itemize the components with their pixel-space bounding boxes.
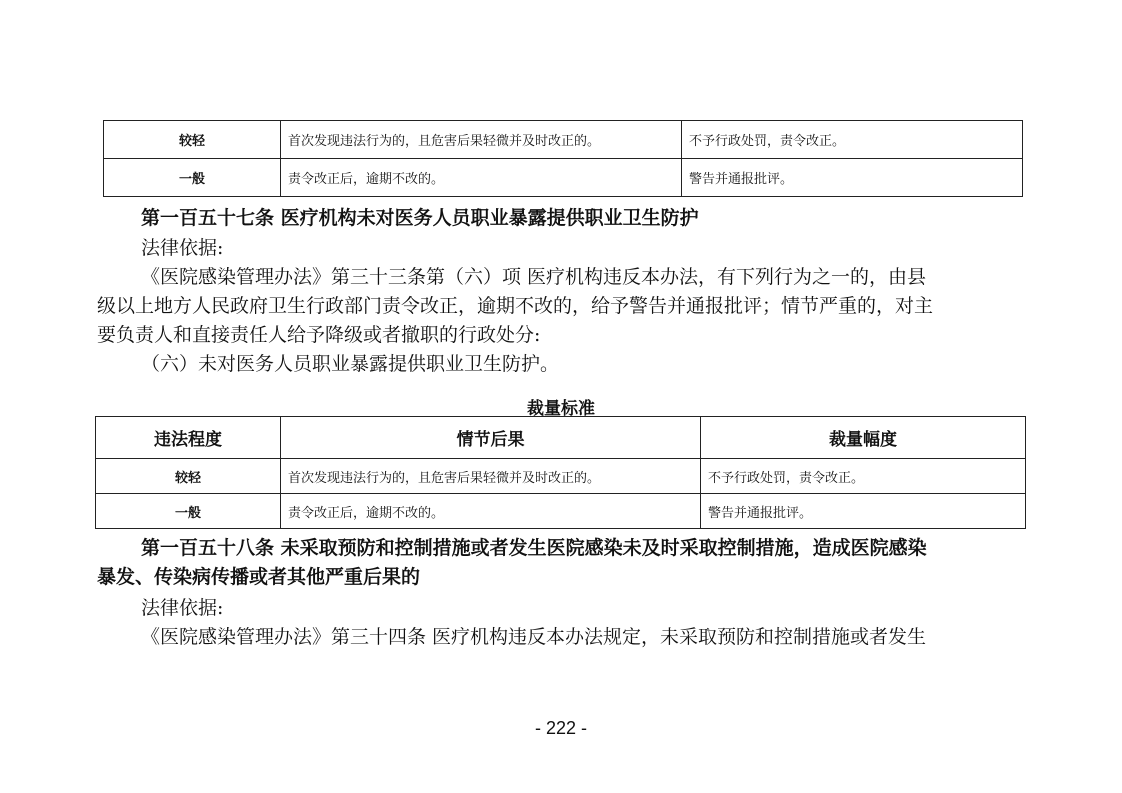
degree-cell: 一般 xyxy=(96,494,281,529)
legal-basis-label: 法律依据: xyxy=(141,237,224,259)
legal-basis-text-line: 级以上地方人民政府卫生行政部门责令改正，逾期不改的，给予警告并通报批评；情节严重的，对主 xyxy=(97,295,934,317)
top-penalty-table xyxy=(103,120,1023,197)
column-header: 违法程度 xyxy=(96,417,281,459)
page-number: - 222 - xyxy=(534,718,588,738)
legal-basis-text-line: 要负责人和直接责任人给予降级或者撤职的行政处分: xyxy=(97,324,541,346)
legal-basis-text-line: 《医院感染管理办法》第三十四条 医疗机构违反本办法规定，未采取预防和控制措施或者发生 xyxy=(141,626,927,648)
penalty-cell: 警告并通报批评。 xyxy=(682,159,1023,197)
table-row xyxy=(96,494,1026,529)
table-row xyxy=(104,121,1023,159)
legal-basis-label: 法律依据: xyxy=(141,597,224,619)
circumstance-cell: 首次发现违法行为的，且危害后果轻微并及时改正的。 xyxy=(281,459,701,494)
circumstance-cell: 责令改正后，逾期不改的。 xyxy=(281,494,701,529)
circumstance-cell: 首次发现违法行为的，且危害后果轻微并及时改正的。 xyxy=(281,121,682,159)
degree-cell: 一般 xyxy=(104,159,281,197)
legal-basis-item: （六）未对医务人员职业暴露提供职业卫生防护。 xyxy=(141,353,560,375)
table-header-row xyxy=(96,417,1026,459)
article-157-heading: 第一百五十七条 医疗机构未对医务人员职业暴露提供职业卫生防护 xyxy=(141,207,699,229)
degree-cell: 较轻 xyxy=(104,121,281,159)
table-caption: 裁量标准 xyxy=(527,399,595,419)
circumstance-cell: 责令改正后，逾期不改的。 xyxy=(281,159,682,197)
column-header: 情节后果 xyxy=(281,417,701,459)
article-158-heading: 第一百五十八条 未采取预防和控制措施或者发生医院感染未及时采取控制措施，造成医院感染 xyxy=(141,537,927,559)
penalty-cell: 不予行政处罚，责令改正。 xyxy=(701,459,1026,494)
column-header: 裁量幅度 xyxy=(701,417,1026,459)
legal-basis-text-line: 《医院感染管理办法》第三十三条第（六）项 医疗机构违反本办法，有下列行为之一的，由县 xyxy=(141,266,927,288)
table-row xyxy=(104,159,1023,197)
penalty-cell: 不予行政处罚，责令改正。 xyxy=(682,121,1023,159)
article-158-heading-continued: 暴发、传染病传播或者其他严重后果的 xyxy=(97,566,421,588)
table-row xyxy=(96,459,1026,494)
discretion-standard-table xyxy=(95,416,1026,529)
degree-cell: 较轻 xyxy=(96,459,281,494)
penalty-cell: 警告并通报批评。 xyxy=(701,494,1026,529)
